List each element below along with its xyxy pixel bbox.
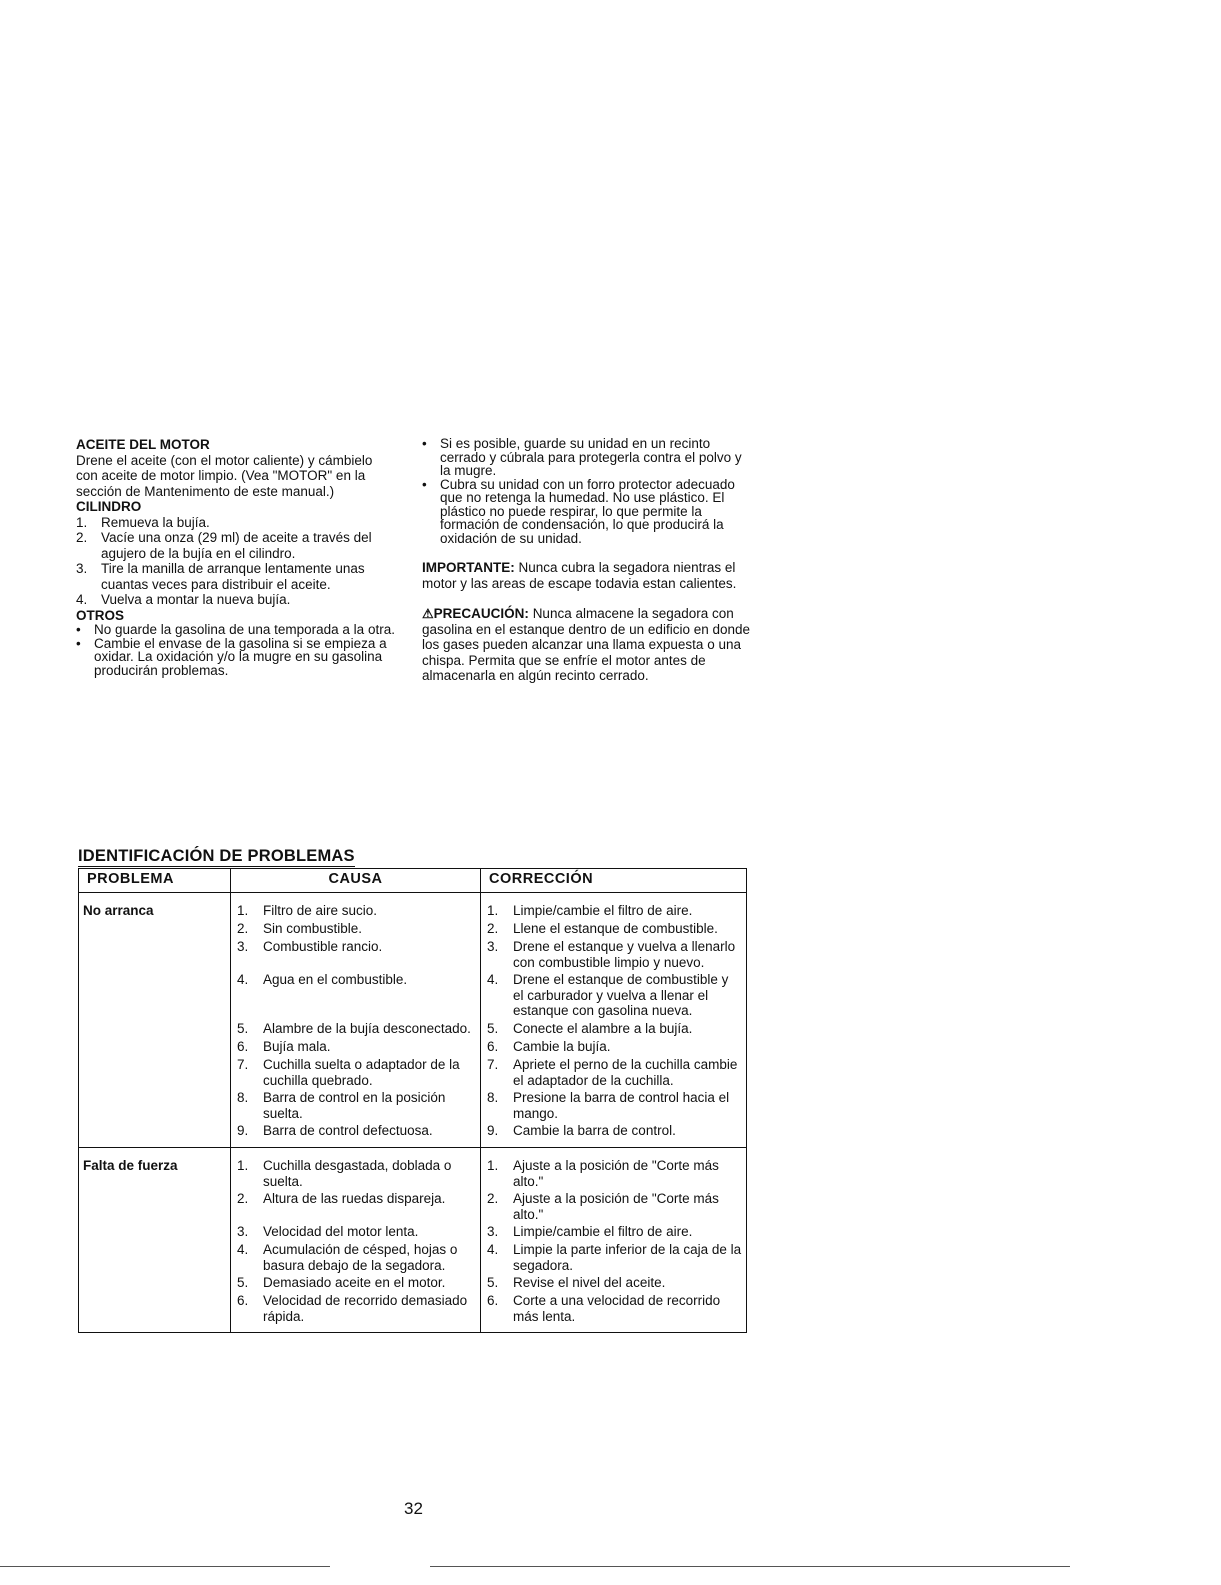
item-text: Velocidad del motor lenta. bbox=[263, 1224, 419, 1239]
item-text: Cambie la barra de control. bbox=[513, 1123, 676, 1138]
item-text: Limpie/cambie el filtro de aire. bbox=[513, 1224, 693, 1239]
list-item bbox=[485, 921, 742, 937]
item-number: 1. bbox=[237, 903, 249, 918]
item-number: 6. bbox=[237, 1039, 249, 1054]
item-number: 6. bbox=[487, 1039, 499, 1054]
list-item bbox=[485, 1158, 742, 1189]
item-number: 3. bbox=[487, 1224, 499, 1239]
list-item bbox=[485, 1191, 742, 1222]
otros-list bbox=[76, 623, 396, 677]
list-item bbox=[76, 637, 396, 678]
list-item bbox=[235, 1158, 476, 1189]
item-text: Drene el estanque y vuelva a llenarlo con combustible limpio y nuevo. bbox=[513, 939, 736, 970]
list-item bbox=[422, 478, 752, 546]
bottom-rule bbox=[0, 1566, 330, 1567]
spacer bbox=[422, 591, 752, 606]
item-number: 8. bbox=[487, 1090, 499, 1105]
list-item bbox=[235, 972, 476, 1019]
bullet-icon: • bbox=[422, 436, 427, 451]
list-item bbox=[485, 903, 742, 919]
list-item bbox=[235, 903, 476, 919]
importante-text: Nunca cubra la segadora nientras el motor y las areas de escape todavia estan calientes. bbox=[422, 560, 737, 591]
cause-list bbox=[235, 1158, 476, 1324]
item-number: 6. bbox=[487, 1293, 499, 1308]
list-item bbox=[76, 561, 396, 592]
item-number: 9. bbox=[487, 1123, 499, 1138]
problem-cell: No arranca bbox=[79, 893, 231, 1148]
header-correccion: CORRECCIÓN bbox=[481, 869, 747, 893]
item-number: 1. bbox=[237, 1158, 249, 1173]
item-text: Alambre de la bujía desconectado. bbox=[263, 1021, 471, 1036]
item-text: Drene el estanque de combustible y el carburador y vuelva a llenar el estanque con gasolina nueva. bbox=[513, 972, 729, 1018]
troubleshooting-body bbox=[79, 893, 747, 1333]
right-column bbox=[422, 437, 752, 684]
item-number: 4. bbox=[487, 1242, 499, 1257]
list-item bbox=[235, 1224, 476, 1240]
bullet-text: Cambie el envase de la gasolina si se empieza a oxidar. La oxidación y/o la mugre en su gasolina producirán problemas. bbox=[94, 635, 387, 678]
list-item bbox=[485, 1021, 742, 1037]
list-item bbox=[235, 1293, 476, 1324]
cilindro-steps bbox=[76, 515, 396, 608]
correction-list bbox=[485, 1158, 742, 1324]
item-number: 5. bbox=[487, 1275, 499, 1290]
item-text: Barra de control defectuosa. bbox=[263, 1123, 433, 1138]
problem-cell: Falta de fuerza bbox=[79, 1148, 231, 1333]
list-item bbox=[422, 437, 752, 478]
correction-list bbox=[485, 903, 742, 1139]
spacer bbox=[422, 545, 752, 560]
step-number: 4. bbox=[76, 592, 88, 607]
table-row bbox=[79, 893, 747, 1148]
precaucion-text: Nunca almacene la segadora con gasolina en el estanque dentro de un edificio en donde los gases pueden alcanzar una llama expuesta o una chispa. Permita que se enfríe el motor antes de almacenarla en algún recinto cerrado. bbox=[422, 606, 751, 683]
item-text: Llene el estanque de combustible. bbox=[513, 921, 718, 936]
list-item bbox=[235, 1090, 476, 1121]
item-text: Presione la barra de control hacia el mango. bbox=[513, 1090, 730, 1121]
item-number: 5. bbox=[237, 1275, 249, 1290]
item-text: Velocidad de recorrido demasiado rápida. bbox=[263, 1293, 468, 1324]
item-number: 1. bbox=[487, 1158, 499, 1173]
header-problema: PROBLEMA bbox=[79, 869, 231, 893]
list-item bbox=[235, 921, 476, 937]
page-number: 32 bbox=[404, 1499, 423, 1518]
precaucion-note bbox=[422, 606, 752, 684]
troubleshooting-title: IDENTIFICACIÓN DE PROBLEMAS bbox=[78, 847, 355, 865]
bullet-icon: • bbox=[422, 476, 427, 492]
item-text: Apriete el perno de la cuchilla cambie el adaptador de la cuchilla. bbox=[513, 1057, 738, 1088]
item-text: Revise el nivel del aceite. bbox=[513, 1275, 666, 1290]
table-row bbox=[79, 1148, 747, 1333]
item-text: Cuchilla suelta o adaptador de la cuchilla quebrado. bbox=[263, 1057, 460, 1088]
item-text: Limpie/cambie el filtro de aire. bbox=[513, 903, 693, 918]
item-number: 2. bbox=[487, 921, 499, 936]
item-number: 4. bbox=[237, 1242, 249, 1257]
item-number: 4. bbox=[237, 972, 249, 987]
importante-note bbox=[422, 560, 752, 591]
item-text: Cuchilla desgastada, doblada o suelta. bbox=[263, 1158, 452, 1189]
item-text: Limpie la parte inferior de la caja de la segadora. bbox=[513, 1242, 742, 1273]
list-item bbox=[485, 1275, 742, 1291]
item-number: 4. bbox=[487, 972, 499, 987]
header-causa: CAUSA bbox=[231, 869, 481, 893]
list-item bbox=[485, 1039, 742, 1055]
bottom-rule bbox=[430, 1566, 1070, 1567]
item-number: 8. bbox=[237, 1090, 249, 1105]
left-column bbox=[76, 437, 396, 677]
list-item bbox=[235, 1039, 476, 1055]
bullet-icon: • bbox=[76, 635, 81, 651]
list-item bbox=[76, 623, 396, 637]
list-item bbox=[76, 515, 396, 531]
list-item bbox=[76, 530, 396, 561]
item-number: 5. bbox=[237, 1021, 249, 1036]
bullet-text: Si es posible, guarde su unidad en un recinto cerrado y cúbrala para protegerla contra el polvo y la mugre. bbox=[440, 436, 742, 478]
list-item bbox=[485, 1293, 742, 1324]
aceite-heading: ACEITE DEL MOTOR bbox=[76, 437, 210, 452]
cause-cell bbox=[231, 1148, 481, 1333]
bullet-text: No guarde la gasolina de una temporada a la otra. bbox=[94, 622, 395, 637]
item-text: Filtro de aire sucio. bbox=[263, 903, 378, 918]
step-number: 2. bbox=[76, 530, 88, 545]
item-text: Corte a una velocidad de recorrido más lenta. bbox=[513, 1293, 721, 1324]
storage-tips-list bbox=[422, 437, 752, 545]
step-number: 3. bbox=[76, 561, 88, 576]
step-text: Remueva la bujía. bbox=[101, 514, 210, 530]
item-text: Cambie la bujía. bbox=[513, 1039, 611, 1054]
list-item bbox=[235, 1191, 476, 1222]
item-number: 2. bbox=[487, 1191, 499, 1206]
bullet-text: Cubra su unidad con un forro protector adecuado que no retenga la humedad. No use plástico. El plástico no puede respirar, lo que permite la formación de condensación, lo que producirá la oxidación de su unidad. bbox=[440, 476, 735, 546]
item-number: 1. bbox=[487, 903, 499, 918]
cause-list bbox=[235, 903, 476, 1139]
item-number: 2. bbox=[237, 921, 249, 936]
item-text: Demasiado aceite en el motor. bbox=[263, 1275, 446, 1290]
item-text: Combustible rancio. bbox=[263, 939, 383, 954]
list-item bbox=[485, 1090, 742, 1121]
item-number: 5. bbox=[487, 1021, 499, 1036]
troubleshooting-table bbox=[78, 868, 747, 1333]
item-number: 6. bbox=[237, 1293, 249, 1308]
correction-cell bbox=[481, 1148, 747, 1333]
cilindro-heading: CILINDRO bbox=[76, 499, 142, 514]
item-text: Ajuste a la posición de "Corte más alto." bbox=[513, 1158, 719, 1189]
item-number: 3. bbox=[487, 939, 499, 954]
precaucion-label: PRECAUCIÓN: bbox=[433, 606, 529, 621]
item-number: 9. bbox=[237, 1123, 249, 1138]
item-text: Agua en el combustible. bbox=[263, 972, 408, 987]
item-text: Bujía mala. bbox=[263, 1039, 331, 1054]
list-item bbox=[485, 1123, 742, 1139]
list-item bbox=[235, 1021, 476, 1037]
list-item bbox=[235, 1275, 476, 1291]
step-text: Tire la manilla de arranque lentamente unas cuantas veces para distribuir el aceite. bbox=[101, 561, 365, 592]
list-item bbox=[235, 1057, 476, 1088]
list-item bbox=[235, 1123, 476, 1139]
warning-icon: ⚠ bbox=[422, 606, 434, 621]
item-number: 7. bbox=[237, 1057, 249, 1072]
cause-cell bbox=[231, 893, 481, 1148]
list-item bbox=[235, 939, 476, 970]
otros-heading: OTROS bbox=[76, 607, 125, 623]
list-item bbox=[235, 1242, 476, 1273]
list-item bbox=[485, 1224, 742, 1240]
item-number: 7. bbox=[487, 1057, 499, 1072]
list-item bbox=[485, 1057, 742, 1088]
list-item bbox=[485, 972, 742, 1019]
item-number: 3. bbox=[237, 1224, 249, 1239]
item-number: 3. bbox=[237, 939, 249, 954]
item-text: Altura de las ruedas dispareja. bbox=[263, 1191, 446, 1206]
item-text: Barra de control en la posición suelta. bbox=[263, 1090, 446, 1121]
aceite-text: Drene el aceite (con el motor caliente) y cámbielo con aceite de motor limpio. (Vea "MOTOR" en la sección de Mantenimento de este manual.) bbox=[76, 452, 373, 499]
item-text: Acumulación de césped, hojas o basura debajo de la segadora. bbox=[263, 1242, 458, 1273]
list-item bbox=[485, 939, 742, 970]
item-text: Sin combustible. bbox=[263, 921, 363, 936]
item-text: Conecte el alambre a la bujía. bbox=[513, 1021, 693, 1036]
item-text: Ajuste a la posición de "Corte más alto." bbox=[513, 1191, 719, 1222]
list-item bbox=[76, 592, 396, 608]
bullet-icon: • bbox=[76, 622, 81, 637]
importante-label: IMPORTANTE: bbox=[422, 560, 515, 575]
list-item bbox=[485, 1242, 742, 1273]
step-text: Vacíe una onza (29 ml) de aceite a través del agujero de la bujía en el cilindro. bbox=[101, 530, 372, 561]
table-header-row bbox=[79, 869, 747, 893]
step-number: 1. bbox=[76, 514, 88, 530]
step-text: Vuelva a montar la nueva bujía. bbox=[101, 592, 291, 607]
item-number: 2. bbox=[237, 1191, 249, 1206]
correction-cell bbox=[481, 893, 747, 1148]
